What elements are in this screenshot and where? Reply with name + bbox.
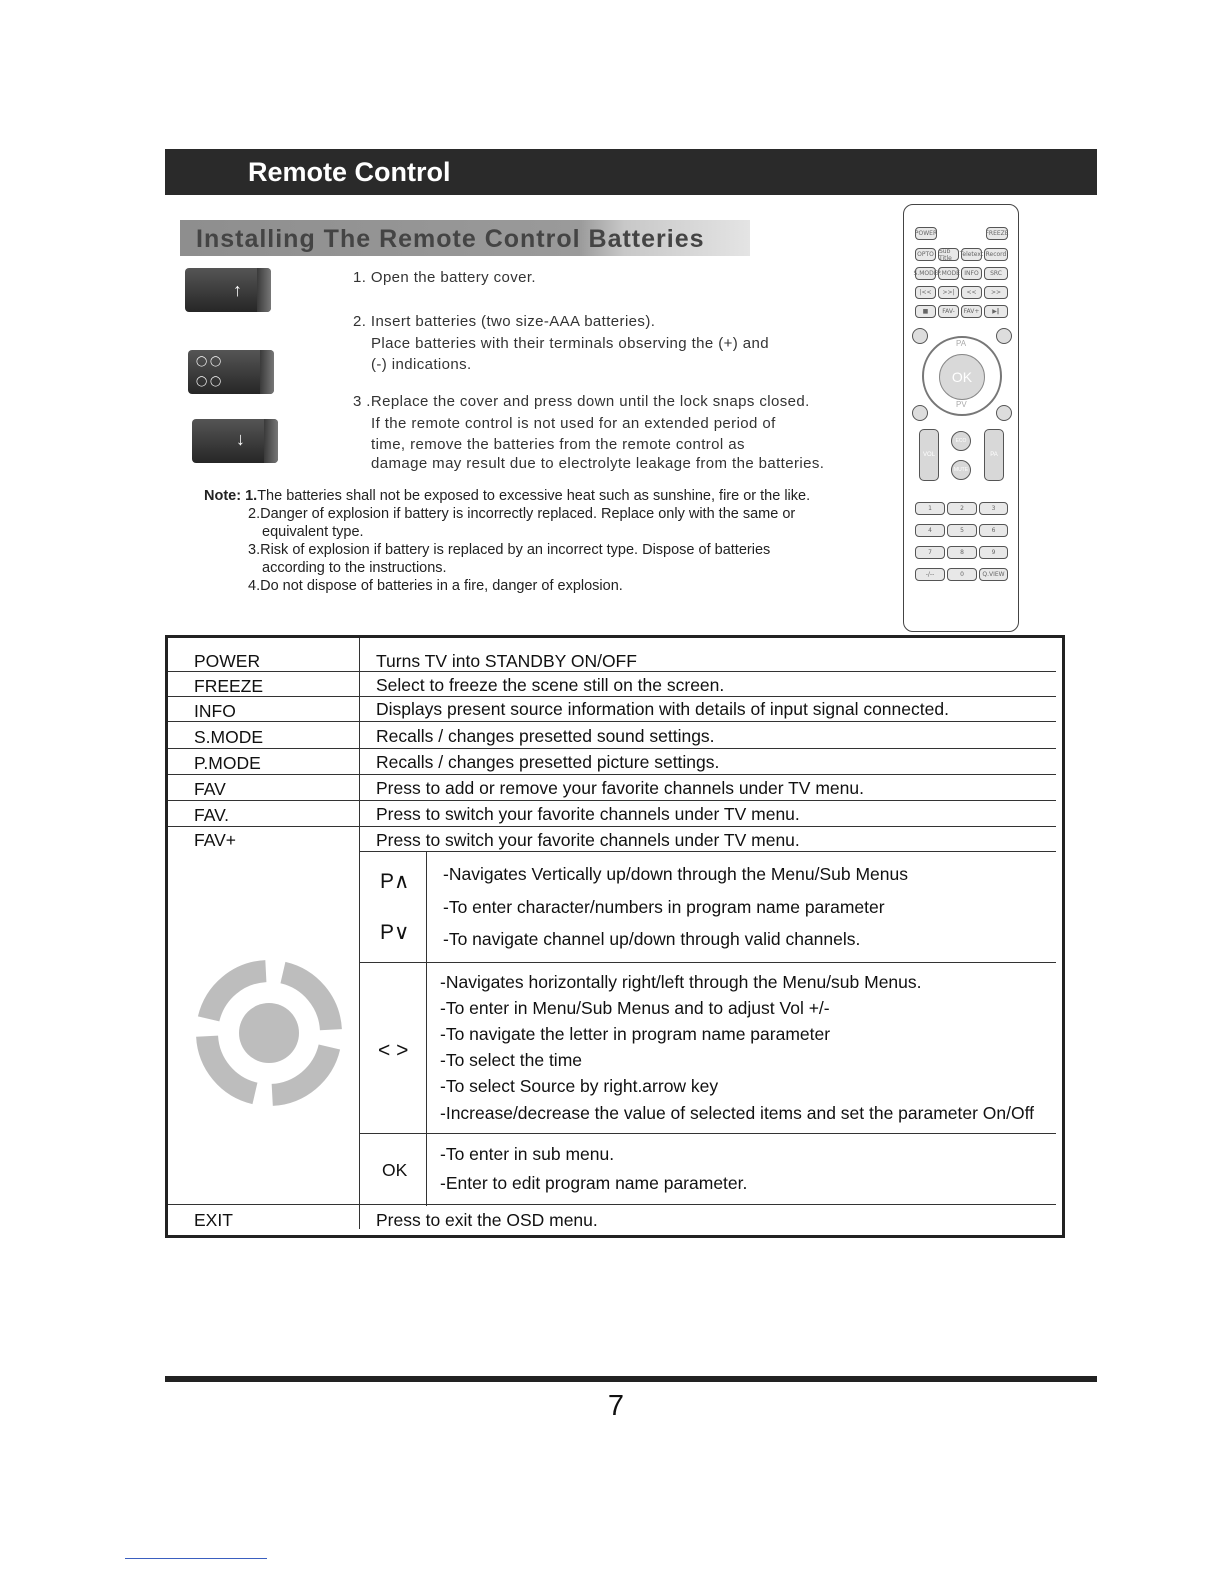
- remote-button: Teletext: [961, 248, 982, 261]
- remote-button: S.MODE: [915, 267, 936, 280]
- remote-button: Sub Title: [938, 248, 959, 261]
- remote-power-button: POWER: [915, 227, 937, 240]
- section-title: Installing The Remote Control Batteries: [196, 225, 705, 253]
- step-3-line-3: time, remove the batteries from the remote control as: [371, 436, 745, 453]
- table-key: FAV.: [194, 805, 230, 825]
- table-key: EXIT: [194, 1210, 233, 1230]
- step-1: 1. Open the battery cover.: [353, 269, 537, 286]
- table-desc: Press to exit the OSD menu.: [376, 1210, 598, 1230]
- table-desc: Recalls / changes presetted sound settings.: [376, 726, 715, 746]
- step-2-line-3: (-) indications.: [371, 356, 472, 373]
- page-title: Remote Control: [248, 157, 451, 187]
- remote-num-button: 7: [915, 546, 945, 559]
- table-row-line: [168, 826, 1056, 827]
- step-2-line-2: Place batteries with their terminals observing the (+) and: [371, 335, 769, 352]
- table-row-line: [168, 748, 1056, 749]
- remote-num-button: 1: [915, 502, 945, 515]
- table-key: FAV: [194, 779, 226, 799]
- step-2-line-1: 2. Insert batteries (two size-AAA batteries).: [353, 313, 656, 330]
- remote-round-button: [912, 405, 928, 421]
- remote-button: SRC: [984, 267, 1008, 280]
- remote-eco-button: ECO: [951, 431, 971, 451]
- table-row-line: [359, 851, 1056, 852]
- table-key: INFO: [194, 701, 236, 721]
- table-subcolumn-divider: [426, 852, 427, 1206]
- nav-horizontal-line: -To navigate the letter in program name parameter: [440, 1024, 831, 1044]
- note-line-5: according to the instructions.: [262, 560, 447, 576]
- remote-round-button: [996, 405, 1012, 421]
- note-line-4: 3.Risk of explosion if battery is replaced by an incorrect type. Dispose of batteries: [248, 542, 771, 558]
- remote-pa-rocker: PA: [984, 429, 1004, 481]
- remote-button: >>|: [938, 286, 959, 299]
- navigation-pad-icon: [194, 958, 344, 1108]
- arrow-up-icon: ↑: [233, 280, 242, 300]
- remote-vol-rocker: VOL: [919, 429, 939, 481]
- note-line-1: [204, 487, 810, 505]
- step-3-line-4: damage may result due to electrolyte leakage from the batteries.: [371, 455, 825, 472]
- remote-button: >>: [984, 286, 1008, 299]
- nav-vertical-line: -To navigate channel up/down through valid channels.: [443, 929, 861, 949]
- nav-vertical-line: -Navigates Vertically up/down through the Menu/Sub Menus: [443, 864, 908, 884]
- nav-horizontal-line: -Increase/decrease the value of selected items and set the parameter On/Off: [440, 1103, 1035, 1123]
- remote-button: P.MODE: [938, 267, 959, 280]
- remote-button: |<<: [915, 286, 936, 299]
- table-desc: Press to add or remove your favorite channels under TV menu.: [376, 778, 864, 798]
- note-text: The batteries shall not be exposed to excessive heat such as sunshine, fire or the like.: [257, 488, 811, 504]
- table-row-line: [168, 696, 1056, 697]
- ok-line: -To enter in sub menu.: [440, 1144, 615, 1164]
- nav-horizontal-line: -To enter in Menu/Sub Menus and to adjust Vol +/-: [440, 998, 830, 1018]
- remote-button: INFO: [961, 267, 982, 280]
- note-line-2: 2.Danger of explosion if battery is incorrectly replaced. Replace only with the same or: [248, 506, 796, 522]
- table-key: S.MODE: [194, 727, 264, 747]
- table-desc: Turns TV into STANDBY ON/OFF: [376, 651, 637, 671]
- remote-num-button: 9: [979, 546, 1008, 559]
- remote-mute-button: MUTE: [951, 460, 971, 480]
- step-3-line-2: If the remote control is not used for an extended period of: [371, 415, 776, 432]
- note-label: Note:: [204, 488, 242, 504]
- table-row-line: [168, 721, 1056, 722]
- battery-cover-close-icon: [192, 419, 278, 463]
- remote-num-button: Q.VIEW: [979, 568, 1008, 581]
- table-row-line: [359, 962, 1056, 963]
- table-desc: Displays present source information with details of input signal connected.: [376, 699, 949, 719]
- remote-num-button: 8: [947, 546, 977, 559]
- page-number: 7: [607, 1390, 625, 1422]
- remote-ok-button: OK: [939, 354, 985, 400]
- table-row-line: [168, 1204, 1056, 1205]
- table-desc: Press to switch your favorite channels under TV menu.: [376, 804, 800, 824]
- remote-button: FAV+: [961, 305, 982, 318]
- function-table: [165, 635, 1065, 1238]
- remote-num-button: -/--: [915, 568, 945, 581]
- table-key: POWER: [194, 651, 261, 671]
- remote-num-button: 6: [979, 524, 1008, 537]
- step-3-line-1: 3 .Replace the cover and press down until the lock snaps closed.: [353, 393, 810, 410]
- ok-line: -Enter to edit program name parameter.: [440, 1173, 748, 1193]
- remote-button: OPTO: [915, 248, 936, 261]
- page-down-symbol: P∨: [380, 921, 410, 944]
- table-row-line: [168, 800, 1056, 801]
- page-up-symbol: P∧: [380, 870, 410, 893]
- table-desc: Press to switch your favorite channels under TV menu.: [376, 830, 800, 850]
- remote-button: ■: [915, 305, 936, 318]
- remote-num-button: 3: [979, 502, 1008, 515]
- table-desc: Recalls / changes presetted picture settings.: [376, 752, 720, 772]
- table-row-line: [359, 1133, 1056, 1134]
- remote-pa-label: PA: [956, 339, 967, 348]
- footer-bar: [165, 1376, 1097, 1382]
- battery-terminal-icon: ◯ ◯: [196, 356, 222, 367]
- table-key: P.MODE: [194, 753, 261, 773]
- remote-pv-label: PV: [956, 400, 967, 409]
- table-row-line: [168, 774, 1056, 775]
- left-right-symbol: < >: [378, 1039, 409, 1062]
- remote-num-button: 4: [915, 524, 945, 537]
- note-line-3: equivalent type.: [262, 524, 364, 540]
- nav-horizontal-line: -To select Source by right.arrow key: [440, 1076, 719, 1096]
- remote-button: FAV-: [938, 305, 959, 318]
- battery-insert-icon: [188, 350, 274, 394]
- note-line-6: 4.Do not dispose of batteries in a fire, danger of explosion.: [248, 578, 623, 594]
- remote-num-button: 2: [947, 502, 977, 515]
- note-number: 1.: [245, 488, 258, 504]
- table-key: FREEZE: [194, 676, 264, 696]
- table-key: FAV+: [194, 830, 236, 850]
- arrow-down-icon: ↓: [236, 429, 245, 449]
- battery-cover-open-icon: [185, 268, 271, 312]
- remote-illustration: [903, 204, 1019, 632]
- remote-button: ▶‖: [984, 305, 1008, 318]
- remote-freeze-button: FREEZE: [986, 227, 1008, 240]
- footnote-rule: [125, 1558, 267, 1559]
- remote-num-button: 5: [947, 524, 977, 537]
- nav-horizontal-line: -Navigates horizontally right/left through the Menu/sub Menus.: [440, 972, 922, 992]
- remote-round-button: [996, 328, 1012, 344]
- remote-round-button: [912, 328, 928, 344]
- table-column-divider: [359, 638, 360, 1229]
- nav-horizontal-line: -To select the time: [440, 1050, 582, 1070]
- table-desc: Select to freeze the scene still on the screen.: [376, 675, 725, 695]
- remote-num-button: 0: [947, 568, 977, 581]
- ok-symbol: OK: [382, 1160, 408, 1180]
- battery-terminal-icon: ◯ ◯: [196, 376, 222, 387]
- remote-button: Record: [984, 248, 1008, 261]
- remote-button: <<: [961, 286, 982, 299]
- nav-vertical-line: -To enter character/numbers in program name parameter: [443, 897, 885, 917]
